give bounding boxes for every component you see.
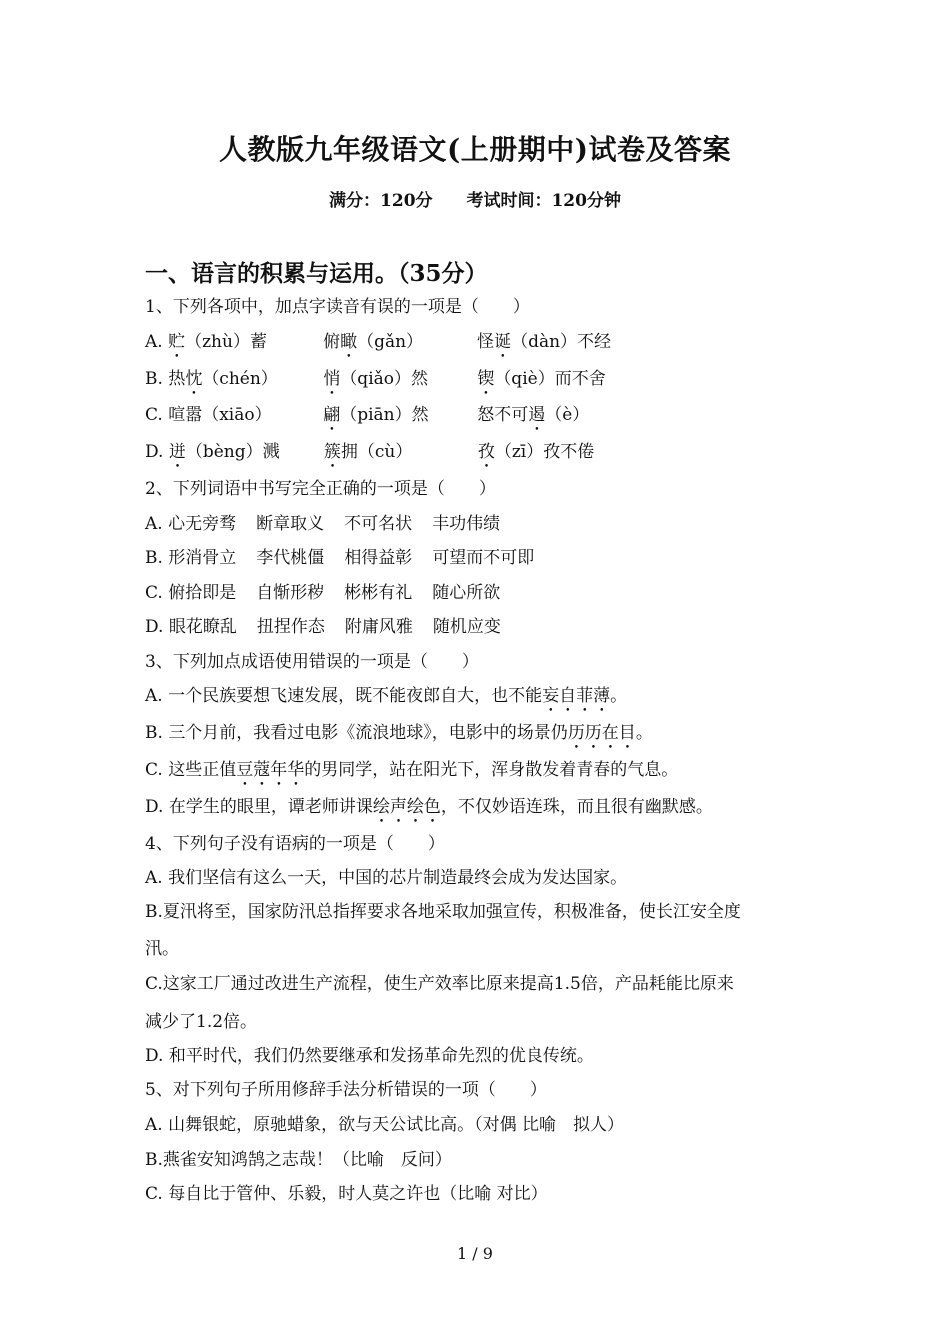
q2-option-d: D. 眼花瞭乱 扭捏作态 附庸风雅 随机应变 [145, 617, 501, 637]
q4-stem: 4、下列句子没有语病的一项是（ ） [145, 834, 445, 854]
q2-option-c: C. 俯拾即是 自惭形秽 彬彬有礼 随心所欲 [145, 583, 501, 603]
q2-option-b: B. 形消骨立 李代桃僵 相得益彰 可望而不可即 [145, 548, 535, 568]
q4-option-b-cont: 汛。 [145, 939, 179, 959]
q3-option-b: B. 三个月前，我看过电影《流浪地球》，电影中的场景仍历历在目。 [145, 723, 653, 743]
section-heading: 一、语言的积累与运用。（35分） [145, 260, 488, 287]
q1-option-c: C. 喧嚣（xiāo） 翩（piān）然 怒不可遏（è） [145, 405, 590, 425]
q1-option-d: D. 迸（bèng）溅 簇拥（cù） 孜（zī）孜不倦 [145, 442, 595, 462]
full-score: 满分：120分 [329, 191, 433, 211]
q2-option-a: A. 心无旁骛 断章取义 不可名状 丰功伟绩 [145, 514, 501, 534]
q5-option-c: C. 每自比于管仲、乐毅，时人莫之许也（比喻 对比） [145, 1184, 548, 1204]
q5-stem: 5、对下列句子所用修辞手法分析错误的一项（ ） [145, 1080, 547, 1100]
q1-option-a: A. 贮（zhù）蓄 俯瞰（gǎn） 怪诞（dàn）不经 [145, 332, 612, 352]
exam-time: 考试时间：120分钟 [466, 191, 621, 211]
q1-option-b: B. 热忱（chén） 悄（qiǎo）然 锲（qiè）而不舍 [145, 369, 606, 389]
q4-option-c-cont: 减少了1.2倍。 [145, 1012, 258, 1032]
q4-option-d: D. 和平时代，我们仍然要继承和发扬革命先烈的优良传统。 [145, 1046, 594, 1066]
q3-option-d: D. 在学生的眼里，谭老师讲课绘声绘色，不仅妙语连珠，而且很有幽默感。 [145, 797, 713, 817]
q5-option-b: B.燕雀安知鸿鹄之志哉！（比喻 反问） [145, 1150, 452, 1170]
q4-option-c: C.这家工厂通过改进生产流程，使生产效率比原来提高1.5倍，产品耗能比原来 [145, 974, 734, 994]
exam-meta [0, 186, 950, 211]
q3-option-a: A. 一个民族要想飞速发展，既不能夜郎自大，也不能妄自菲薄。 [145, 686, 628, 706]
q3-option-c: C. 这些正值豆蔻年华的男同学，站在阳光下，浑身散发着青春的气息。 [145, 760, 679, 780]
page-number: 1 / 9 [457, 1244, 493, 1263]
q3-stem: 3、下列加点成语使用错误的一项是（ ） [145, 652, 479, 672]
page-title: 人教版九年级语文(上册期中)试卷及答案 [219, 133, 731, 166]
q4-option-a: A. 我们坚信有这么一天，中国的芯片制造最终会成为发达国家。 [145, 868, 628, 888]
q2-stem: 2、下列词语中书写完全正确的一项是（ ） [145, 479, 496, 499]
q5-option-a: A. 山舞银蛇，原驰蜡象，欲与天公试比高。（对偶 比喻 拟人） [145, 1115, 624, 1135]
q4-option-b: B.夏汛将至，国家防汛总指挥要求各地采取加强宣传，积极准备，使长江安全度 [145, 902, 741, 922]
q1-stem: 1、下列各项中，加点字读音有误的一项是（ ） [145, 297, 530, 317]
